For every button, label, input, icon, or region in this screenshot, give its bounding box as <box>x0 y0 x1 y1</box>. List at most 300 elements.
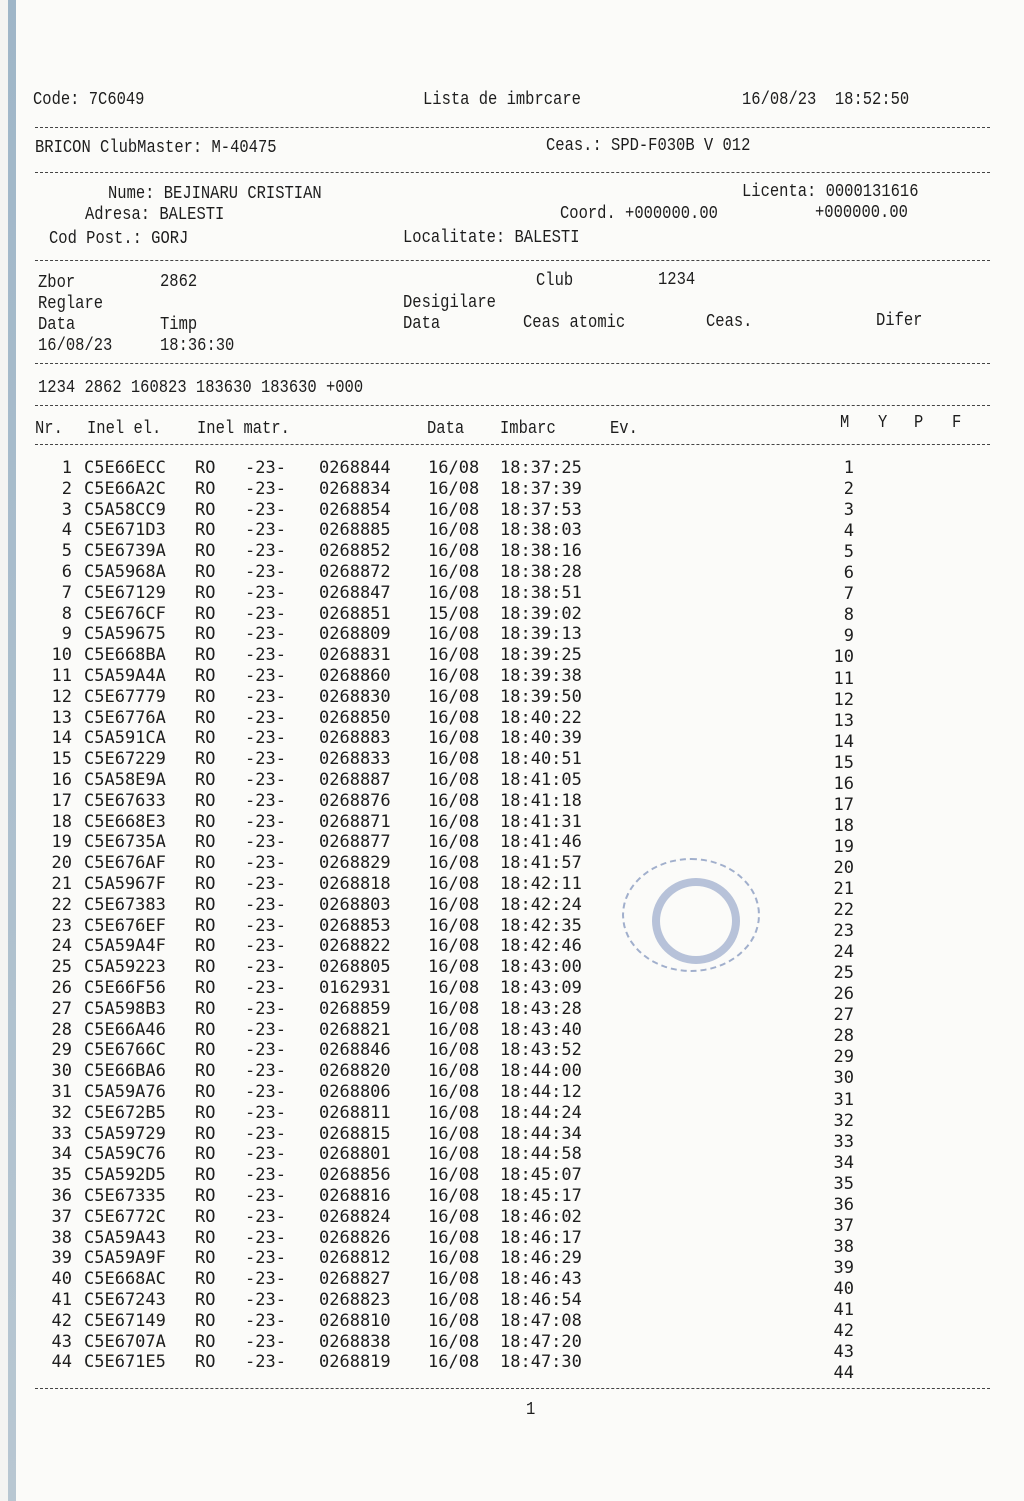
table-row <box>0 707 1000 731</box>
position: 7 <box>843 584 854 605</box>
year: -23- <box>245 770 286 790</box>
time: 18:40:51 <box>500 749 582 770</box>
table-row <box>0 686 1000 710</box>
country: RO <box>195 1248 216 1269</box>
fancier-name: Nume: BEJINARU CRISTIAN <box>108 184 322 204</box>
ring-number: 0268831 <box>319 645 391 666</box>
table-row <box>0 1206 1000 1236</box>
table-row <box>0 957 1000 984</box>
row-number: 13 <box>51 707 72 728</box>
electronic-ring: C5E67633 <box>84 790 166 811</box>
year: -23- <box>245 1352 286 1373</box>
electronic-ring: C5A59729 <box>84 1123 166 1144</box>
ring-number: 0268821 <box>319 1019 391 1040</box>
data-label: Data <box>38 315 76 335</box>
table-row <box>0 1082 1000 1110</box>
ring-number: 0268806 <box>319 1082 391 1102</box>
time: 18:44:34 <box>500 1123 582 1144</box>
ring-number: 0268818 <box>319 874 391 894</box>
date: 16/08 <box>428 749 480 770</box>
country: RO <box>195 1061 216 1082</box>
ring-number: 0268876 <box>319 790 391 811</box>
position: 17 <box>833 794 854 815</box>
row-number: 22 <box>51 894 72 915</box>
country: RO <box>195 894 216 915</box>
postal-code: Cod Post.: GORJ <box>49 229 189 249</box>
date: 16/08 <box>428 1331 480 1352</box>
date: 16/08 <box>428 1227 480 1248</box>
year: -23- <box>245 541 286 562</box>
time: 18:37:39 <box>500 478 582 499</box>
position: 36 <box>833 1194 854 1215</box>
clubmaster: BRICON ClubMaster: M-40475 <box>35 138 277 158</box>
year: -23- <box>245 624 286 645</box>
country: RO <box>195 978 216 998</box>
year: -23- <box>245 832 286 853</box>
year: -23- <box>245 1040 286 1061</box>
date: 16/08 <box>428 832 480 853</box>
ring-number: 0268885 <box>319 520 391 541</box>
table-row <box>0 1290 1000 1320</box>
time: 18:44:58 <box>500 1144 582 1165</box>
date: 16/08 <box>428 1352 480 1373</box>
ring-number: 0268838 <box>319 1331 391 1352</box>
ring-number: 0268859 <box>319 998 391 1019</box>
year: -23- <box>245 458 286 478</box>
year: -23- <box>245 1102 286 1123</box>
year: -23- <box>245 978 286 998</box>
row-number: 3 <box>61 499 72 520</box>
date: 16/08 <box>428 1165 480 1186</box>
date: 16/08 <box>428 1310 480 1331</box>
electronic-ring: C5A5967F <box>84 874 166 894</box>
date: 16/08 <box>428 499 480 520</box>
electronic-ring: C5E6766C <box>84 1040 166 1061</box>
position: 8 <box>843 605 854 626</box>
electronic-ring: C5E66ECC <box>84 458 166 478</box>
row-number: 6 <box>61 562 72 582</box>
ring-number: 0162931 <box>319 978 391 998</box>
row-number: 32 <box>51 1102 72 1123</box>
electronic-ring: C5E66F56 <box>84 978 166 998</box>
year: -23- <box>245 728 286 749</box>
position: 40 <box>833 1278 854 1299</box>
row-number: 9 <box>61 624 72 645</box>
year: -23- <box>245 1144 286 1165</box>
club-label: Club <box>536 271 574 291</box>
position: 20 <box>833 857 854 878</box>
country: RO <box>195 707 216 728</box>
date: 16/08 <box>428 1144 480 1165</box>
position: 4 <box>843 521 854 542</box>
position: 2 <box>843 479 854 500</box>
electronic-ring: C5A592D5 <box>84 1165 166 1186</box>
table-row <box>0 915 1000 942</box>
date: 16/08 <box>428 874 480 894</box>
time: 18:47:30 <box>500 1352 582 1373</box>
year: -23- <box>245 915 286 936</box>
ring-number: 0268856 <box>319 1165 391 1186</box>
electronic-ring: C5E66A2C <box>84 478 166 499</box>
date: 16/08 <box>428 728 480 749</box>
table-row <box>0 624 1000 647</box>
club-stamp <box>622 858 760 972</box>
position: 9 <box>843 626 854 647</box>
electronic-ring: C5E66BA6 <box>84 1061 166 1082</box>
time: 18:38:16 <box>500 541 582 562</box>
position: 44 <box>833 1363 854 1384</box>
year: -23- <box>245 707 286 728</box>
row-number: 11 <box>51 666 72 686</box>
year: -23- <box>245 1331 286 1352</box>
time: 18:39:02 <box>500 603 582 624</box>
col-y: Y <box>878 413 888 433</box>
row-number: 10 <box>51 645 72 666</box>
time: 18:39:13 <box>500 624 582 645</box>
position: 31 <box>833 1089 854 1110</box>
col-m: M <box>840 413 850 433</box>
col-nr: Nr. <box>35 419 63 439</box>
ring-number: 0268824 <box>319 1206 391 1227</box>
country: RO <box>195 1123 216 1144</box>
table-row <box>0 1102 1000 1131</box>
position: 12 <box>833 689 854 710</box>
printed-at: 16/08/23 18:52:50 <box>742 90 910 110</box>
country: RO <box>195 1310 216 1331</box>
row-number: 24 <box>51 936 72 957</box>
ring-number: 0268826 <box>319 1227 391 1248</box>
position: 18 <box>833 815 854 836</box>
year: -23- <box>245 686 286 707</box>
electronic-ring: C5A5968A <box>84 562 166 582</box>
date: 16/08 <box>428 790 480 811</box>
position: 39 <box>833 1257 854 1278</box>
table-row <box>0 1123 1000 1152</box>
electronic-ring: C5A59A43 <box>84 1227 166 1248</box>
row-number: 23 <box>51 915 72 936</box>
time: 18:41:31 <box>500 811 582 832</box>
row-number: 42 <box>51 1310 72 1331</box>
year: -23- <box>245 998 286 1019</box>
date: 16/08 <box>428 936 480 957</box>
year: -23- <box>245 1165 286 1186</box>
electronic-ring: C5A59A4A <box>84 666 166 686</box>
row-number: 38 <box>51 1227 72 1248</box>
year: -23- <box>245 1082 286 1102</box>
divider <box>35 127 990 128</box>
ring-number: 0268850 <box>319 707 391 728</box>
country: RO <box>195 1352 216 1373</box>
row-number: 8 <box>61 603 72 624</box>
col-imbarc: Imbarc <box>500 419 556 439</box>
year: -23- <box>245 1227 286 1248</box>
ring-number: 0268872 <box>319 562 391 582</box>
zbor-label: Zbor <box>38 273 76 293</box>
row-number: 41 <box>51 1290 72 1310</box>
row-number: 25 <box>51 957 72 978</box>
date: 16/08 <box>428 458 480 478</box>
country: RO <box>195 936 216 957</box>
position: 27 <box>833 1005 854 1026</box>
date: 16/08 <box>428 957 480 978</box>
table-row <box>0 728 1000 752</box>
time: 18:42:46 <box>500 936 582 957</box>
electronic-ring: C5A59A9F <box>84 1248 166 1269</box>
reglare-date: 16/08/23 <box>38 336 113 356</box>
time: 18:41:46 <box>500 832 582 853</box>
year: -23- <box>245 603 286 624</box>
time: 18:44:00 <box>500 1061 582 1082</box>
country: RO <box>195 915 216 936</box>
time: 18:45:17 <box>500 1186 582 1206</box>
electronic-ring: C5E67779 <box>84 686 166 707</box>
row-number: 40 <box>51 1269 72 1290</box>
country: RO <box>195 1144 216 1165</box>
row-number: 34 <box>51 1144 72 1165</box>
table-row <box>0 1165 1000 1194</box>
country: RO <box>195 957 216 978</box>
time: 18:43:28 <box>500 998 582 1019</box>
date: 16/08 <box>428 1290 480 1310</box>
time: 18:46:43 <box>500 1269 582 1290</box>
row-number: 33 <box>51 1123 72 1144</box>
year: -23- <box>245 1310 286 1331</box>
table-row <box>0 604 1000 624</box>
country: RO <box>195 998 216 1019</box>
date: 16/08 <box>428 520 480 541</box>
year: -23- <box>245 645 286 666</box>
time: 18:45:07 <box>500 1165 582 1186</box>
date: 16/08 <box>428 707 480 728</box>
row-number: 44 <box>51 1352 72 1373</box>
country: RO <box>195 1186 216 1206</box>
row-number: 15 <box>51 749 72 770</box>
table-row <box>0 500 1000 520</box>
position: 35 <box>833 1173 854 1194</box>
position: 10 <box>833 647 854 668</box>
ring-number: 0268883 <box>319 728 391 749</box>
date: 15/08 <box>428 603 480 624</box>
table-row <box>0 458 1000 478</box>
year: -23- <box>245 666 286 686</box>
year: -23- <box>245 582 286 603</box>
electronic-ring: C5A59223 <box>84 957 166 978</box>
ring-number: 0268833 <box>319 749 391 770</box>
address: Adresa: BALESTI <box>85 205 225 225</box>
col-data: Data <box>427 419 465 439</box>
date: 16/08 <box>428 894 480 915</box>
row-number: 36 <box>51 1186 72 1206</box>
table-row <box>0 811 1000 836</box>
date: 16/08 <box>428 770 480 790</box>
row-number: 28 <box>51 1019 72 1040</box>
time: 18:38:28 <box>500 562 582 582</box>
reglare-label: Reglare <box>38 294 104 314</box>
electronic-ring: C5E67243 <box>84 1290 166 1310</box>
position: 30 <box>833 1068 854 1089</box>
time: 18:42:24 <box>500 894 582 915</box>
year: -23- <box>245 1206 286 1227</box>
country: RO <box>195 811 216 832</box>
date: 16/08 <box>428 624 480 645</box>
time: 18:42:11 <box>500 874 582 894</box>
position: 19 <box>833 836 854 857</box>
row-number: 43 <box>51 1331 72 1352</box>
time: 18:38:03 <box>500 520 582 541</box>
data-label-2: Data <box>403 314 441 334</box>
position: 21 <box>833 879 854 899</box>
position: 11 <box>833 668 854 689</box>
ring-number: 0268810 <box>319 1310 391 1331</box>
electronic-ring: C5E67149 <box>84 1310 166 1331</box>
ring-number: 0268815 <box>319 1123 391 1144</box>
country: RO <box>195 520 216 541</box>
time: 18:38:51 <box>500 582 582 603</box>
ring-number: 0268822 <box>319 936 391 957</box>
date: 16/08 <box>428 1248 480 1269</box>
country: RO <box>195 832 216 853</box>
code: Code: 7C6049 <box>33 90 145 110</box>
date: 16/08 <box>428 1061 480 1082</box>
table-row <box>0 1352 1000 1384</box>
time: 18:47:20 <box>500 1331 582 1352</box>
divider <box>35 260 990 261</box>
time: 18:47:08 <box>500 1310 582 1331</box>
zbor-value: 2862 <box>160 272 198 292</box>
ring-number: 0268853 <box>319 915 391 936</box>
difer-label: Difer <box>876 311 923 331</box>
divider <box>35 444 990 445</box>
date: 16/08 <box>428 1040 480 1061</box>
country: RO <box>195 1102 216 1123</box>
date: 16/08 <box>428 582 480 603</box>
divider <box>35 1388 990 1389</box>
position: 28 <box>833 1026 854 1047</box>
license: Licenta: 0000131616 <box>742 182 919 202</box>
date: 16/08 <box>428 666 480 686</box>
document-title: Lista de imbrcare <box>423 90 581 110</box>
country: RO <box>195 1206 216 1227</box>
country: RO <box>195 1165 216 1186</box>
time: 18:43:09 <box>500 978 582 998</box>
date: 16/08 <box>428 1019 480 1040</box>
row-number: 7 <box>61 582 72 603</box>
electronic-ring: C5A59A4F <box>84 936 166 957</box>
date: 16/08 <box>428 998 480 1019</box>
row-number: 2 <box>61 478 72 499</box>
ring-number: 0268803 <box>319 894 391 915</box>
position: 22 <box>833 900 854 921</box>
year: -23- <box>245 936 286 957</box>
ring-number: 0268805 <box>319 957 391 978</box>
club-value: 1234 <box>658 270 696 290</box>
position: 34 <box>833 1152 854 1173</box>
time: 18:43:52 <box>500 1040 582 1061</box>
country: RO <box>195 562 216 582</box>
ring-number: 0268851 <box>319 603 391 624</box>
country: RO <box>195 603 216 624</box>
divider <box>35 172 990 173</box>
table-row <box>0 583 1000 603</box>
table-row <box>0 1248 1000 1278</box>
table-row <box>0 832 1000 857</box>
country: RO <box>195 541 216 562</box>
time: 18:39:25 <box>500 645 582 666</box>
position: 38 <box>833 1236 854 1257</box>
table-row <box>0 749 1000 773</box>
row-number: 20 <box>51 853 72 874</box>
country: RO <box>195 770 216 790</box>
position: 29 <box>833 1047 854 1068</box>
position: 42 <box>833 1321 854 1342</box>
electronic-ring: C5E6739A <box>84 541 166 562</box>
time: 18:43:00 <box>500 957 582 978</box>
electronic-ring: C5E668BA <box>84 645 166 666</box>
flight-summary: 1234 2862 160823 183630 183630 +000 <box>38 378 364 398</box>
date: 16/08 <box>428 1206 480 1227</box>
electronic-ring: C5E671D3 <box>84 520 166 541</box>
position: 15 <box>833 752 854 773</box>
electronic-ring: C5A591CA <box>84 728 166 749</box>
country: RO <box>195 645 216 666</box>
ring-number: 0268827 <box>319 1269 391 1290</box>
electronic-ring: C5A59675 <box>84 624 166 645</box>
table-row <box>0 666 1000 689</box>
row-number: 27 <box>51 998 72 1019</box>
ring-number: 0268887 <box>319 770 391 790</box>
electronic-ring: C5E668E3 <box>84 811 166 832</box>
year: -23- <box>245 1019 286 1040</box>
table-row <box>0 998 1000 1026</box>
time: 18:46:54 <box>500 1290 582 1310</box>
table-row <box>0 1186 1000 1215</box>
time: 18:43:40 <box>500 1019 582 1040</box>
coordinates: Coord. +000000.00 <box>560 204 718 224</box>
country: RO <box>195 1040 216 1061</box>
electronic-ring: C5E668AC <box>84 1269 166 1290</box>
table-row <box>0 479 1000 499</box>
ring-number: 0268809 <box>319 624 391 645</box>
divider <box>35 363 990 364</box>
row-number: 29 <box>51 1040 72 1061</box>
electronic-ring: C5E67383 <box>84 894 166 915</box>
table-row <box>0 645 1000 668</box>
ring-number: 0268871 <box>319 811 391 832</box>
electronic-ring: C5A598B3 <box>84 998 166 1019</box>
year: -23- <box>245 1290 286 1310</box>
ring-number: 0268823 <box>319 1290 391 1310</box>
row-number: 17 <box>51 790 72 811</box>
position: 41 <box>833 1300 854 1320</box>
row-number: 37 <box>51 1206 72 1227</box>
year: -23- <box>245 790 286 811</box>
time: 18:46:02 <box>500 1206 582 1227</box>
year: -23- <box>245 520 286 541</box>
row-number: 26 <box>51 978 72 998</box>
time: 18:37:25 <box>500 458 582 478</box>
position: 33 <box>833 1131 854 1152</box>
date: 16/08 <box>428 853 480 874</box>
country: RO <box>195 790 216 811</box>
year: -23- <box>245 478 286 499</box>
electronic-ring: C5A58E9A <box>84 770 166 790</box>
time: 18:46:29 <box>500 1248 582 1269</box>
ring-number: 0268877 <box>319 832 391 853</box>
ring-number: 0268819 <box>319 1352 391 1373</box>
year: -23- <box>245 1186 286 1206</box>
time: 18:39:50 <box>500 686 582 707</box>
ring-number: 0268820 <box>319 1061 391 1082</box>
